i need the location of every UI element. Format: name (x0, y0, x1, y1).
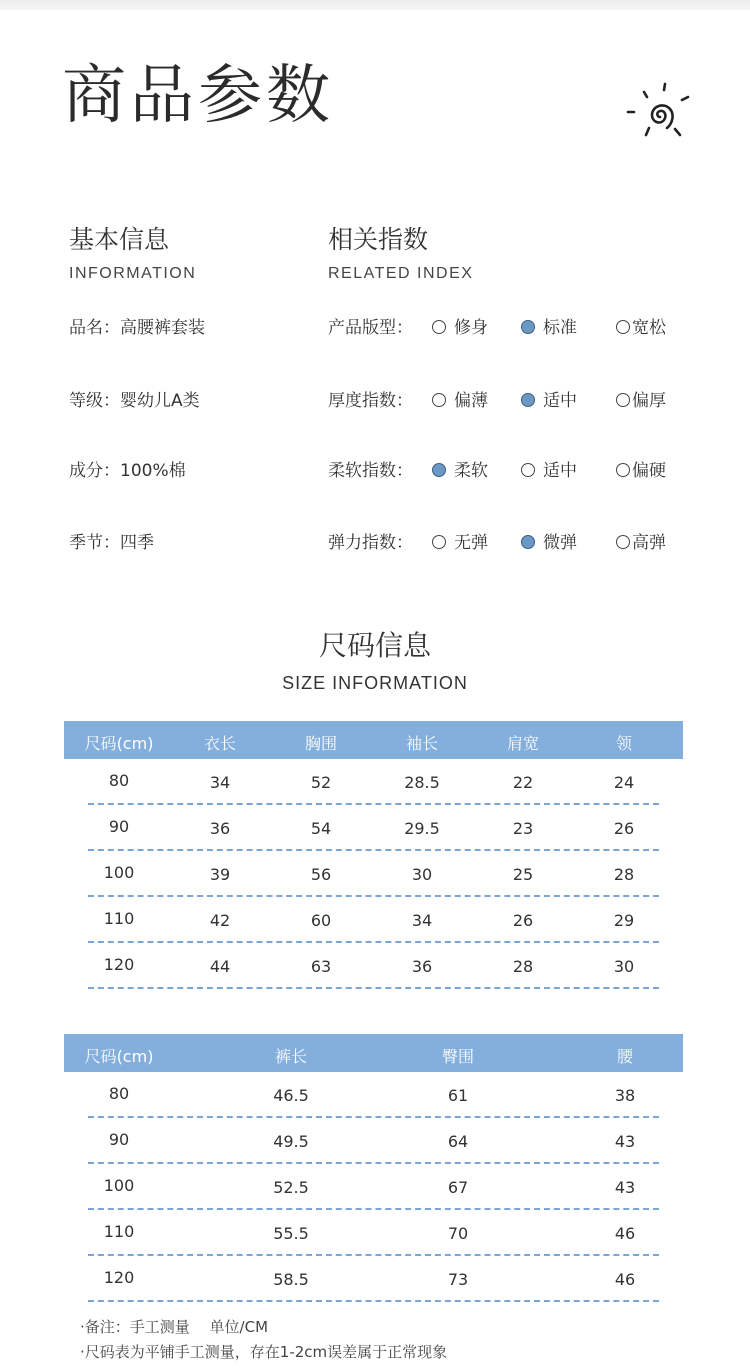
related-index-heading (328, 227, 473, 282)
table-cell: 73 (447, 1270, 469, 1289)
table-cell: 44 (209, 957, 231, 976)
header-cell: 胸围 (304, 734, 338, 753)
option-label: 适中 (543, 391, 577, 411)
option-label: 高弹 (632, 533, 666, 553)
table-cell: 67 (447, 1178, 469, 1197)
table-row (64, 851, 683, 897)
table-cell: 46 (614, 1270, 636, 1289)
table-row (64, 759, 683, 805)
table-cell: 58.5 (273, 1270, 309, 1289)
table-cell: 28.5 (404, 773, 440, 792)
table-cell: 36 (411, 957, 433, 976)
option-label: 适中 (543, 461, 577, 481)
table-cell: 26 (613, 819, 635, 838)
table-cell: 43 (614, 1132, 636, 1151)
table-cell: 43 (614, 1178, 636, 1197)
table-header (64, 721, 683, 759)
radio-filled-icon (521, 320, 535, 334)
table-cell: 26 (512, 911, 534, 930)
related-index-subtitle: RELATED INDEX (328, 265, 474, 282)
radio-option (616, 393, 666, 410)
index-row-elasticity (328, 535, 708, 555)
option-label: 修身 (454, 318, 488, 338)
radio-empty-icon (616, 535, 630, 549)
radio-empty-icon (616, 463, 630, 477)
option-label: 标准 (543, 318, 577, 338)
radio-empty-icon (432, 535, 446, 549)
table-cell: 120 (103, 955, 135, 974)
table-cell: 38 (614, 1086, 636, 1105)
radio-empty-icon (616, 320, 630, 334)
table-cell: 29 (613, 911, 635, 930)
table-row (64, 1256, 683, 1302)
radio-option (521, 320, 577, 337)
header-cell: 肩宽 (506, 734, 540, 753)
info-grade: 等级：婴幼儿A类 (69, 391, 200, 411)
table-cell: 55.5 (273, 1224, 309, 1243)
option-label: 宽松 (632, 318, 666, 338)
table-cell: 39 (209, 865, 231, 884)
table-cell: 70 (447, 1224, 469, 1243)
info-season: 季节：四季 (69, 533, 154, 553)
table-cell: 22 (512, 773, 534, 792)
table-cell: 52.5 (273, 1178, 309, 1197)
header-cell: 尺码(cm) (84, 734, 154, 753)
option-label: 偏硬 (632, 461, 666, 481)
option-label: 偏薄 (454, 391, 488, 411)
radio-empty-icon (432, 393, 446, 407)
table-cell: 100 (103, 863, 135, 882)
size-info-subtitle: SIZE INFORMATION (282, 673, 468, 693)
table-cell: 64 (447, 1132, 469, 1151)
table-row (64, 1210, 683, 1256)
radio-empty-icon (432, 320, 446, 334)
note-tolerance: ·尺码表为平铺手工测量，存在1-2cm误差属于正常现象 (80, 1343, 448, 1361)
header-cell: 臀围 (441, 1047, 475, 1066)
size-info-heading (0, 629, 750, 693)
radio-option (432, 463, 488, 480)
table-cell: 42 (209, 911, 231, 930)
radio-option (521, 535, 577, 552)
radio-option (521, 393, 577, 410)
page-title: 商品参数 (62, 59, 334, 133)
radio-empty-icon (521, 463, 535, 477)
table-cell: 110 (103, 909, 135, 928)
option-label: 微弹 (543, 533, 577, 553)
table-row (64, 1164, 683, 1210)
table-cell: 25 (512, 865, 534, 884)
size-info-title: 尺码信息 (318, 629, 431, 662)
table-cell: 46 (614, 1224, 636, 1243)
radio-option (432, 320, 488, 337)
radio-option (432, 535, 488, 552)
option-label: 无弹 (454, 533, 488, 553)
table-cell: 29.5 (404, 819, 440, 838)
table-cell: 24 (613, 773, 635, 792)
table-cell: 28 (512, 957, 534, 976)
table-cell: 63 (310, 957, 332, 976)
table-cell: 52 (310, 773, 332, 792)
index-label: 产品版型： (328, 318, 413, 338)
table-cell: 60 (310, 911, 332, 930)
table-header (64, 1034, 683, 1072)
basic-info-title: 基本信息 (69, 225, 170, 254)
header-cell: 尺码(cm) (84, 1047, 154, 1066)
radio-option (521, 463, 577, 480)
index-row-softness (328, 463, 708, 483)
table-cell: 80 (108, 1084, 130, 1103)
table-cell: 23 (512, 819, 534, 838)
radio-filled-icon (521, 393, 535, 407)
radio-option (432, 393, 488, 410)
table-cell: 56 (310, 865, 332, 884)
table-cell: 30 (411, 865, 433, 884)
radio-option (616, 463, 666, 480)
info-material: 成分：100%棉 (69, 461, 186, 481)
index-row-fit (328, 320, 708, 340)
radio-option (616, 535, 666, 552)
table-cell: 34 (209, 773, 231, 792)
index-label: 厚度指数： (328, 391, 413, 411)
header-cell: 衣长 (203, 734, 237, 753)
option-label: 柔软 (454, 461, 488, 481)
table-cell: 90 (108, 817, 130, 836)
table-cell: 34 (411, 911, 433, 930)
related-index-title: 相关指数 (328, 225, 429, 254)
table-row (64, 1118, 683, 1164)
info-product-name: 品名：高腰裤套装 (69, 318, 205, 338)
sun-spiral-icon (622, 82, 692, 142)
table-cell: 28 (613, 865, 635, 884)
basic-info-heading (69, 227, 196, 282)
index-label: 弹力指数： (328, 533, 413, 553)
index-row-thickness (328, 393, 708, 413)
table-row (64, 1072, 683, 1118)
basic-info-subtitle: INFORMATION (69, 265, 197, 282)
table-row (64, 805, 683, 851)
top-bar (0, 0, 750, 10)
table-cell: 30 (613, 957, 635, 976)
header-cell: 袖长 (405, 734, 439, 753)
radio-option (616, 320, 666, 337)
table-row (64, 897, 683, 943)
table-cell: 120 (103, 1268, 135, 1287)
table-cell: 90 (108, 1130, 130, 1149)
radio-filled-icon (432, 463, 446, 477)
header-cell: 领 (615, 734, 633, 753)
table-cell: 80 (108, 771, 130, 790)
note-measurement: ·备注：手工测量 单位/CM (80, 1318, 269, 1336)
header-cell: 腰 (616, 1047, 634, 1066)
table-cell: 49.5 (273, 1132, 309, 1151)
radio-empty-icon (616, 393, 630, 407)
top-size-table (64, 721, 683, 989)
bottom-size-table (64, 1034, 683, 1302)
table-row (64, 943, 683, 989)
table-cell: 46.5 (273, 1086, 309, 1105)
table-cell: 110 (103, 1222, 135, 1241)
table-cell: 100 (103, 1176, 135, 1195)
radio-filled-icon (521, 535, 535, 549)
table-cell: 54 (310, 819, 332, 838)
index-label: 柔软指数： (328, 461, 413, 481)
table-cell: 36 (209, 819, 231, 838)
table-cell: 61 (447, 1086, 469, 1105)
option-label: 偏厚 (632, 391, 666, 411)
header-cell: 裤长 (274, 1047, 308, 1066)
